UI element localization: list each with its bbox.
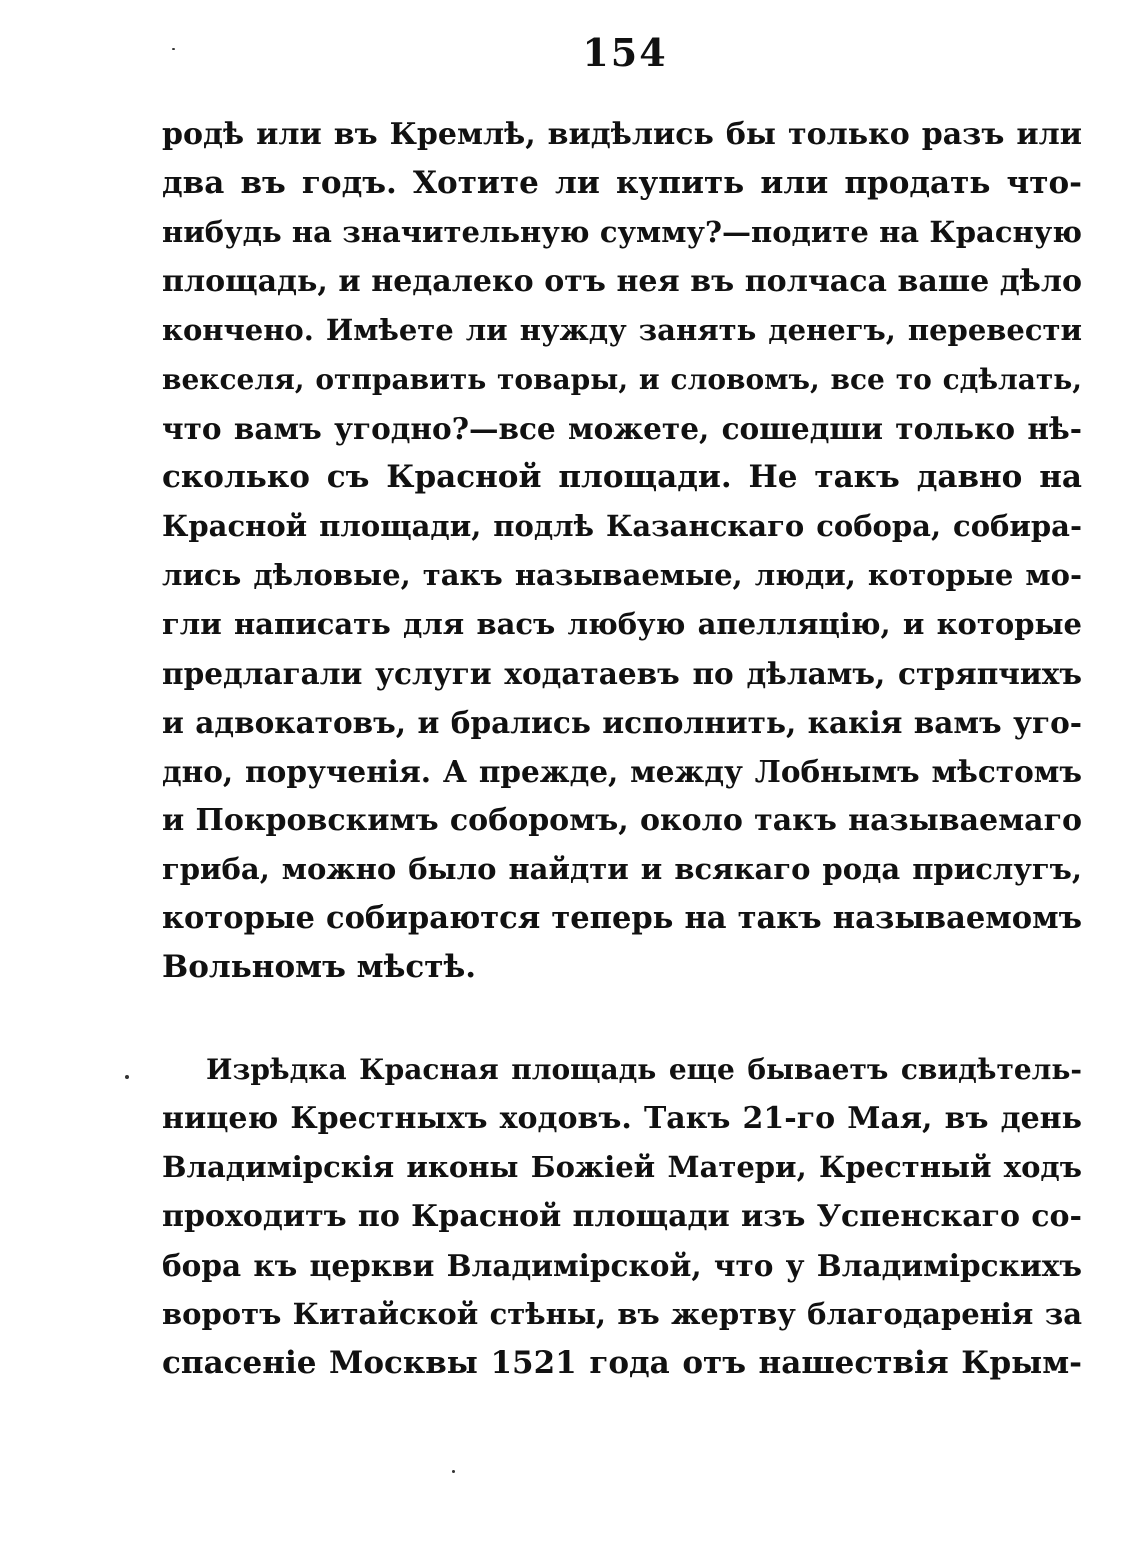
text-line: родѣ или въ Кремлѣ, видѣлись бы только разъ или bbox=[162, 117, 1082, 152]
text-line: спасеніе Москвы 1521 года отъ нашествія Крым- bbox=[162, 1345, 1082, 1381]
text-line: дно, порученія. А прежде, между Лобнымъ мѣстомъ bbox=[162, 754, 1082, 789]
print-speck bbox=[172, 48, 175, 50]
text-line: и Покровскимъ соборомъ, около такъ называемаго bbox=[162, 803, 1082, 838]
text-line: лись дѣловые, такъ называемые, люди, которые мо- bbox=[162, 558, 1082, 592]
page-number: 154 bbox=[582, 30, 668, 75]
print-speck bbox=[452, 1470, 455, 1473]
text-line: площадь, и недалеко отъ нея въ полчаса ваше дѣло bbox=[162, 264, 1082, 299]
text-line: нибудь на значительную сумму?—подите на Красную bbox=[162, 215, 1082, 249]
text-line: ницею Крестныхъ ходовъ. Такъ 21-го Мая, въ день bbox=[162, 1101, 1082, 1136]
paragraph-1 bbox=[162, 110, 1082, 992]
print-speck bbox=[125, 1075, 129, 1079]
text-line: воротъ Китайской стѣны, въ жертву благодаренія за bbox=[162, 1297, 1082, 1331]
text-line: Вольномъ мѣстѣ. bbox=[162, 949, 477, 985]
text-line: два въ годъ. Хотите ли купить или продать что- bbox=[162, 165, 1082, 201]
text-line: кончено. Имѣете ли нужду занять денегъ, перевести bbox=[162, 313, 1082, 347]
text-line: гриба, можно было найдти и всякаго рода прислугъ, bbox=[162, 852, 1082, 886]
text-line: проходитъ по Красной площади изъ Успенскаго со- bbox=[162, 1199, 1082, 1234]
text-line: и адвокатовъ, и брались исполнить, какія вамъ уго- bbox=[162, 705, 1082, 740]
text-line: сколько съ Красной площади. Не такъ давно на bbox=[162, 459, 1082, 495]
text-line: векселя, отправить товары, и словомъ, все то сдѣлать, bbox=[162, 363, 1082, 396]
text-line: гли написать для васъ любую апелляцію, и которые bbox=[162, 607, 1082, 641]
text-line: предлагали услуги ходатаевъ по дѣламъ, стряпчихъ bbox=[162, 656, 1082, 691]
text-line: которые собираются теперь на такъ называемомъ bbox=[162, 900, 1082, 936]
text-line: Изрѣдка Красная площадь еще бываетъ свидѣтель- bbox=[206, 1053, 1082, 1086]
text-line: бора къ церкви Владимірской, что у Владимірскихъ bbox=[162, 1248, 1082, 1283]
text-line: что вамъ угодно?—все можете, сошедши только нѣ- bbox=[162, 411, 1082, 446]
paragraph-2 bbox=[162, 1045, 1082, 1388]
text-line: Владимірскія иконы Божіей Матери, Крестный ходъ bbox=[162, 1150, 1082, 1184]
text-line: Красной площади, подлѣ Казанскаго собора, собира- bbox=[162, 509, 1082, 543]
